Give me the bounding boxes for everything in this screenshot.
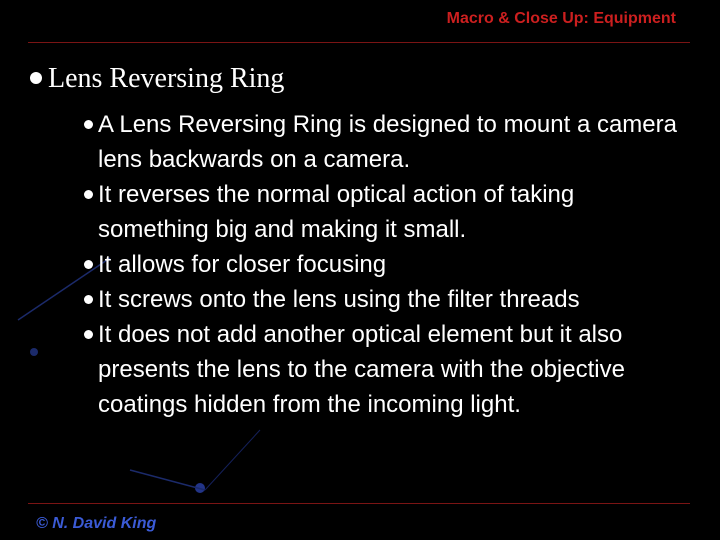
slide-header-title: Macro & Close Up: Equipment — [446, 10, 676, 27]
sub-bullet-text: It reverses the normal optical action of taking something big and making it small. — [98, 181, 575, 243]
sub-bullet-list — [84, 107, 684, 422]
main-bullet — [30, 62, 284, 96]
bullet-icon — [84, 295, 93, 304]
sub-bullet-text: It screws onto the lens using the filter threads — [98, 286, 580, 313]
sub-bullet-item — [84, 282, 684, 317]
sub-bullet-item — [84, 177, 684, 247]
sub-bullet-item — [84, 107, 684, 177]
main-bullet-text: Lens Reversing Ring — [48, 63, 285, 94]
sub-bullet-item — [84, 317, 684, 422]
bullet-icon — [84, 260, 93, 269]
copyright-footer: © N. David King — [36, 515, 157, 532]
sub-bullet-text: It does not add another optical element but it also presents the lens to the camera with the objective coatings hidden from the incoming light. — [98, 321, 625, 418]
sub-bullet-item — [84, 247, 684, 282]
bullet-icon — [30, 72, 42, 84]
sub-bullet-text: A Lens Reversing Ring is designed to mount a camera lens backwards on a camera. — [98, 111, 677, 173]
footer-divider — [28, 503, 690, 504]
bullet-icon — [84, 120, 93, 129]
bullet-icon — [84, 190, 93, 199]
sub-bullet-text: It allows for closer focusing — [98, 251, 387, 278]
bullet-icon — [84, 330, 93, 339]
header-divider — [28, 42, 690, 43]
